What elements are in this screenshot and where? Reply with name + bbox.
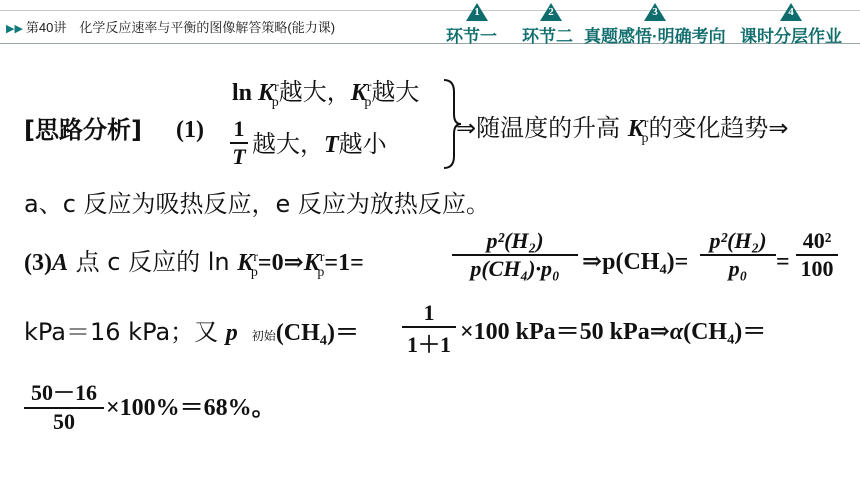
part-1-label: (1) bbox=[176, 117, 204, 143]
tab-1-number-badge: 1 bbox=[466, 3, 488, 21]
tab-4-number-badge: 4 bbox=[780, 3, 802, 21]
analysis-label: [思路分析] bbox=[24, 116, 142, 144]
part-3-line-3: ×100%＝68%。 bbox=[106, 395, 276, 421]
analysis-condition-1: $\ln K^r_p$越大，$K^r_p$越大 bbox=[232, 78, 420, 110]
tab-3-number-badge: 3 bbox=[644, 3, 666, 21]
analysis-condition-2: 越大，T越小 bbox=[252, 130, 387, 158]
fraction-conversion: 50－16 50 bbox=[24, 376, 104, 435]
part-3-ch4-pressure: ⇒p(CH₄)= bbox=[582, 249, 689, 275]
part-3-line-2b: ×100 kPa＝50 kPa⇒α(CH₄)＝ bbox=[460, 319, 767, 345]
tab-section-1[interactable]: 环节一 bbox=[446, 27, 497, 46]
fraction-40sq-over-100: 40² 100 bbox=[796, 228, 838, 282]
tab-exam-insight[interactable]: 真题感悟·明确考向 bbox=[584, 27, 726, 46]
fraction-kp-expression: p²(H₂) p(CH₄)·p₀ bbox=[452, 228, 578, 282]
fraction-p-h2-over-p0: p²(H₂) p₀ bbox=[700, 228, 776, 282]
fraction-one-over-two: 1 1＋1 bbox=[402, 300, 456, 359]
fraction-one-over-t: 1 T bbox=[230, 116, 248, 170]
part-3-line-2a: kPa＝16 kPa；又 p 初始(CH₄)＝ bbox=[24, 318, 359, 346]
part-3-line-1: (3)A 点 c 反应的 $\ln K^r_p=0\Rightarrow K^r_p=1=$ bbox=[24, 248, 364, 280]
lesson-title: ▶▶ 第40讲 化学反应速率与平衡的图像解答策略(能力课) bbox=[6, 20, 336, 35]
play-arrow-icon: ▶▶ bbox=[6, 23, 23, 35]
analysis-result-line: a、c 反应为吸热反应，e 反应为放热反应。 bbox=[24, 190, 490, 218]
analysis-conclusion: ⇒随温度的升高 $K^r_p$的变化趋势⇒ bbox=[456, 114, 789, 146]
tab-2-number-badge: 2 bbox=[540, 3, 562, 21]
tab-homework[interactable]: 课时分层作业 bbox=[740, 27, 842, 46]
tab-section-2[interactable]: 环节二 bbox=[522, 27, 573, 46]
equals-sign: = bbox=[776, 249, 790, 275]
